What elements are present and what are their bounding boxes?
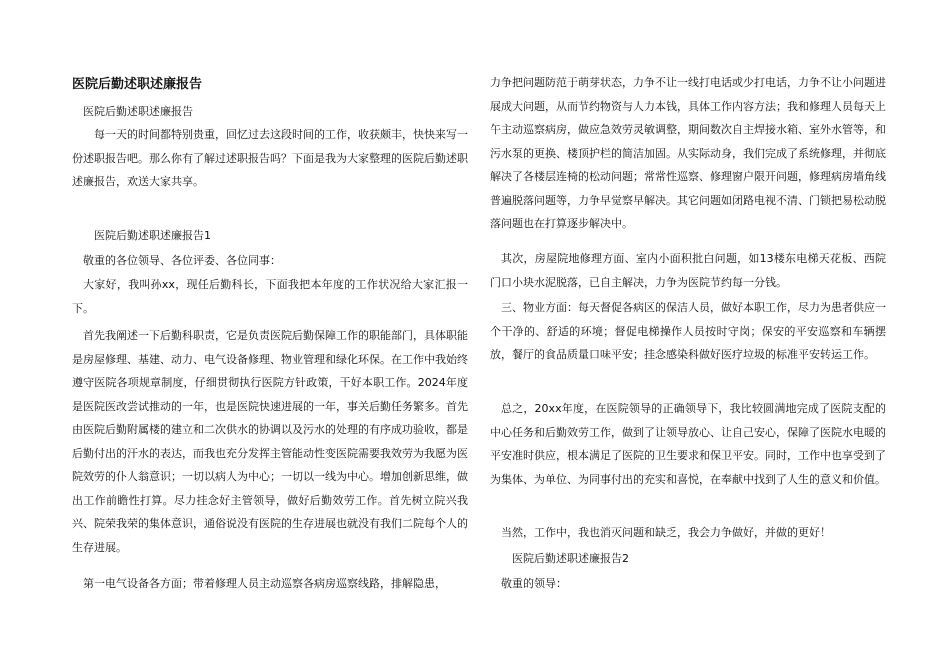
greeting-paragraph: 大家好，我叫孙xx，现任后勤科长，下面我把本年度的工作状况给大家汇报一下。: [72, 278, 468, 315]
closing-paragraph: 当然，工作中，我也消灭问题和缺乏，我会力争做好，并做的更好！: [501, 526, 831, 539]
salutation-paragraph: 敬重的各位领导、各位评委、各位同事：: [83, 254, 281, 267]
continuation-paragraph: 力争把问题防范于萌芽状态，力争不让一线打电话或少打电话，力争不让小问题进展成大问题，从而节约物资与人力本钱，具体工作内容方法；我和修理人员每天上午主动巡察病房，做应急效劳灵敏调整，期间数次自主焊接水箱、室外水管等，和污水泵的更换、楼顶护栏的简洁加固。从实际动身，我们完成了系统修理，并彻底解决了各楼层连椅的松动问题；常常性巡察、修理窗户限开问题，修理病房墙角线普遍脱落问题等，力争早觉察早解决。其它问题如闭路电视不清、门锁把易松动脱落问题也在打算逐步解决中。: [490, 76, 886, 230]
summary-paragraph: 总之，20xx年度，在医院领导的正确领导下，我比较圆满地完成了医院支配的中心任务和后勤效劳工作，做到了让领导放心、让自己安心，保障了医院水电暖的平安准时供应，根本满足了医院的卫生要求和保卫平安。同时，工作中也享受到了为集体、为单位、为同事付出的充实和喜悦，在奉献中找到了人生的意义和价值。: [490, 402, 886, 486]
intro-paragraph: 每一天的时间都特别贵重，回忆过去这段时间的工作，收获颇丰，快快来写一份述职报告吧。那么你有了解过述职报告吗？下面是我为大家整理的医院后勤述职述廉报告，欢送大家共享。: [72, 128, 468, 188]
building-repair-paragraph: 其次，房屋院地修理方面、室内小面积批白问题，如13楼东电梯天花板、西院门口小块水泥脱落，已自主解决，力争为医院节约每一分钱。: [490, 252, 886, 289]
document-title: 医院后勤述职述廉报告: [72, 77, 203, 92]
electrical-paragraph: 第一电气设备各方面；带着修理人员主动巡察各病房巡察线路，排解隐患，: [83, 577, 446, 590]
property-paragraph: 三、物业方面：每天督促各病区的保洁人员，做好本职工作，尽力为患者供应一个干净的、舒适的环境；督促电梯操作人员按时守岗；保安的平安巡察和车辆摆放，餐厅的食品质量口味平安；挂念感染科做好医疗垃圾的标准平安转运工作。: [490, 301, 886, 361]
duties-paragraph: 首先我阐述一下后勤科职责，它是负责医院后勤保障工作的职能部门，具体职能是房屋修理、基建、动力、电气设备修理、物业管理和绿化环保。在工作中我始终遵守医院各项规章制度，仔细贯彻执行医院方针政策，干好本职工作。2024年度是医院医改尝试推动的一年，也是医院快速进展的一年，事关后勤任务繁多。首先由医院后勤附属楼的建立和二次供水的协调以及污水的处理的有序成功验收，都是后勤付出的汗水的表达，而我也充分发挥主管能动性变医院需要我效劳为我愿为医院效劳的仆人翁意识；一切以病人为中心；一切以一线为中心。增加创新思维，做出工作前瞻性打算。尽力挂念好主管领导，做好后勤效劳工作。首先树立院兴我兴、院荣我荣的集体意识，通俗说没有医院的生存进展也就没有我们二院每个人的生存进展。: [72, 329, 468, 554]
subtitle-paragraph: 医院后勤述职述廉报告: [83, 105, 193, 118]
section-heading-1: 医院后勤述职述廉报告1: [94, 229, 211, 242]
section-heading-2: 医院后勤述职述廉报告2: [512, 552, 629, 565]
salutation-paragraph-2: 敬重的领导：: [501, 577, 567, 590]
